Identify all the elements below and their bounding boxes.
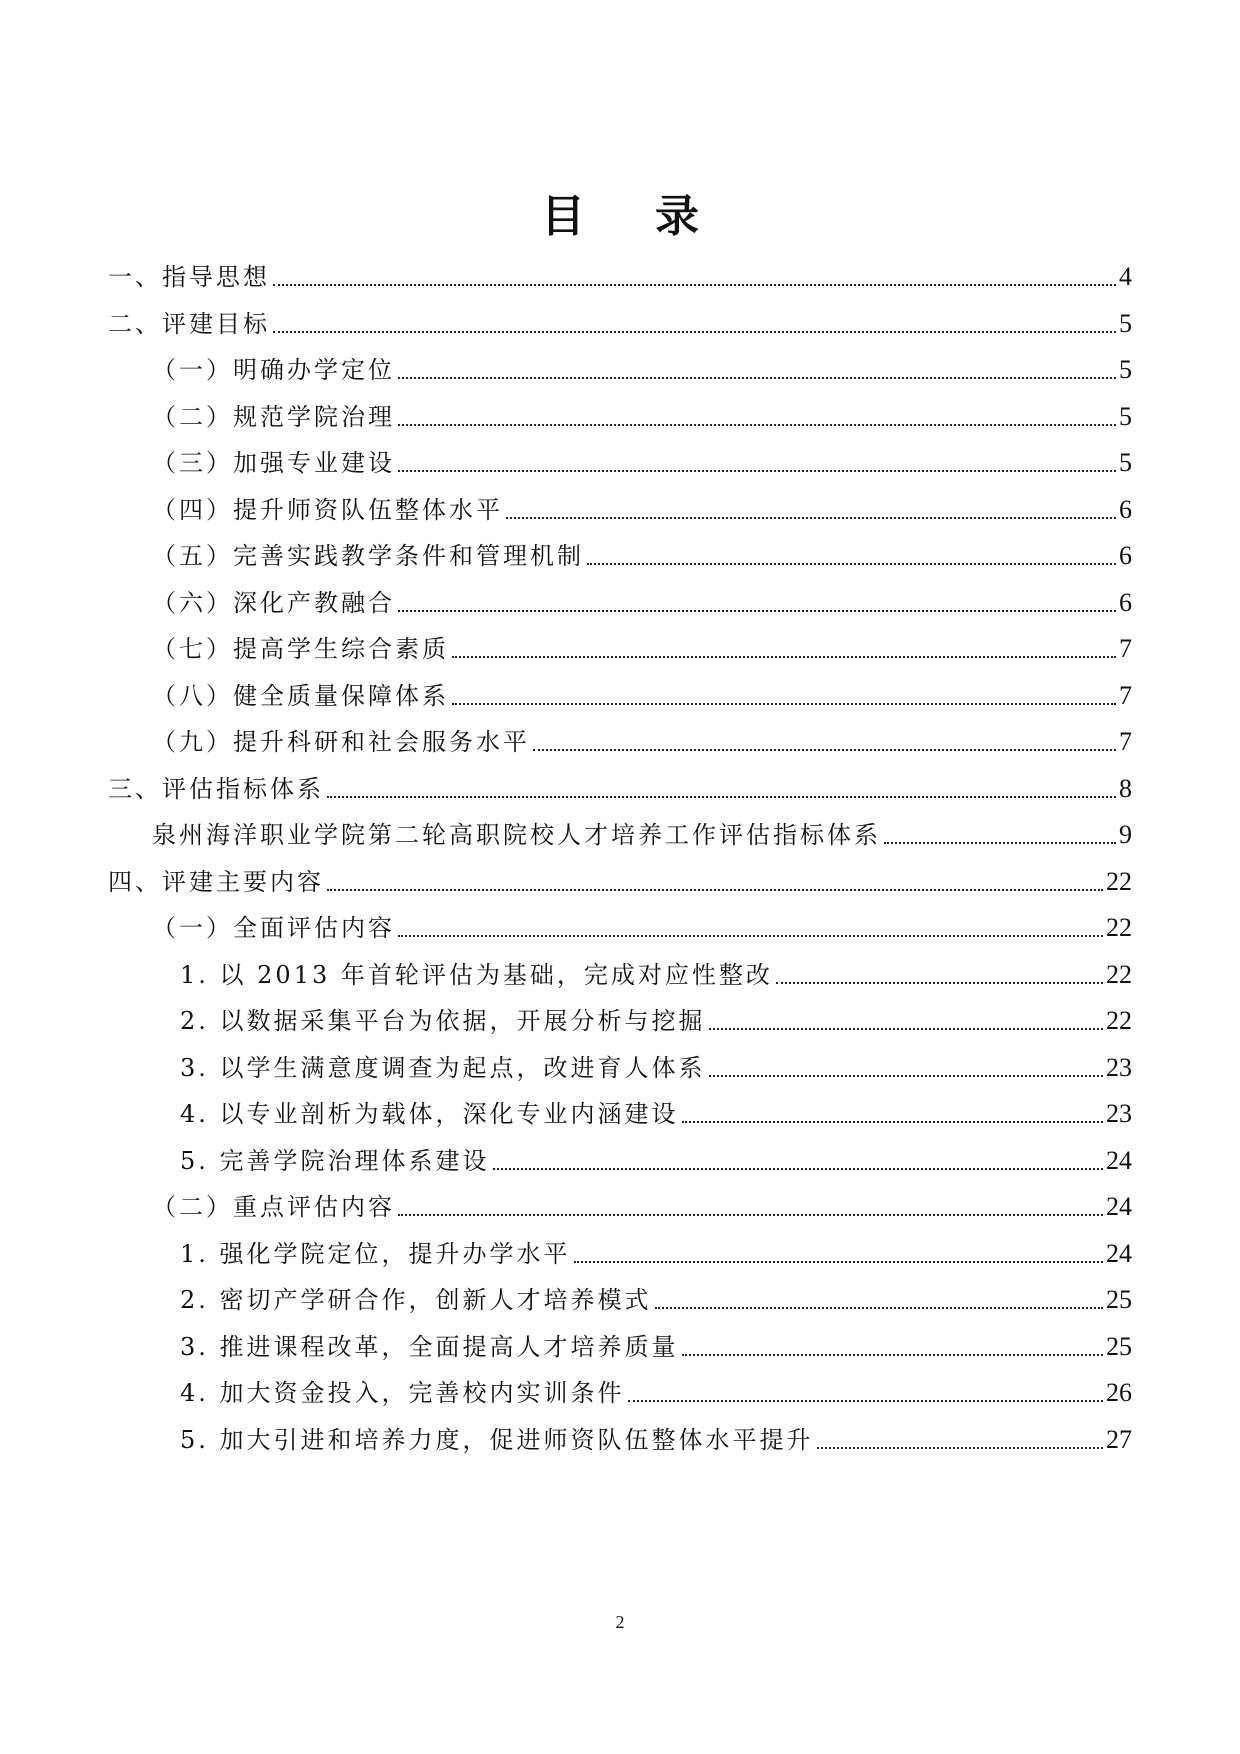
page-number: 2: [615, 1612, 625, 1632]
toc-entry-label: 四、评建主要内容: [108, 867, 324, 896]
toc-entry-label: 3. 以学生满意度调查为起点，改进育人体系: [180, 1053, 706, 1082]
toc-entry[interactable]: [152, 345, 1132, 385]
toc-entry-page: 24: [1106, 1238, 1132, 1268]
toc-entry-label: 一、指导思想: [108, 263, 270, 291]
toc-entry-page: 23: [1106, 1099, 1132, 1128]
toc-leader-dots: [574, 1261, 1103, 1263]
toc-leader-dots: [493, 1168, 1103, 1170]
toc-entry[interactable]: [108, 252, 1132, 292]
toc-entry[interactable]: [108, 857, 1132, 897]
toc-entry-page: 26: [1106, 1378, 1132, 1407]
toc-entry-page: 6: [1119, 541, 1132, 570]
toc-entry-label: 三、评估指标体系: [108, 774, 324, 803]
toc-entry-page: 9: [1119, 820, 1132, 849]
toc-leader-dots: [452, 656, 1116, 658]
toc-leader-dots: [776, 982, 1103, 984]
toc-entry-label: （三）加强专业建设: [152, 449, 395, 477]
toc-leader-dots: [327, 889, 1103, 891]
page-title-second-char: 录: [655, 191, 699, 242]
toc-entry-page: 25: [1106, 1285, 1132, 1314]
toc-entry-label: 二、评建目标: [108, 309, 270, 338]
toc-entry-page: 22: [1106, 959, 1132, 989]
toc-entry[interactable]: [152, 717, 1132, 757]
toc-entry-label: （五）完善实践教学条件和管理机制: [152, 542, 584, 570]
page-title: [0, 180, 1240, 244]
toc-entry[interactable]: [180, 1043, 1132, 1083]
toc-entry-page: 4: [1119, 262, 1132, 291]
toc-entry[interactable]: [180, 1089, 1132, 1129]
toc-entry-label: 2. 以数据采集平台为依据，开展分析与挖掘: [180, 1007, 706, 1035]
toc-entry-page: 6: [1119, 494, 1132, 524]
toc-leader-dots: [682, 1121, 1103, 1123]
toc-entry-label: （二）规范学院治理: [152, 402, 395, 431]
toc-entry-page: 22: [1106, 1006, 1132, 1035]
toc-entry-page: 27: [1106, 1424, 1132, 1454]
toc-entry[interactable]: [180, 1415, 1132, 1455]
toc-entry-page: 25: [1106, 1331, 1132, 1361]
toc-entry-page: 5: [1119, 355, 1132, 384]
toc-entry[interactable]: [180, 950, 1132, 990]
toc-entry-page: 7: [1119, 727, 1132, 756]
toc-entry[interactable]: [108, 764, 1132, 804]
toc-entry-label: （二）重点评估内容: [152, 1193, 395, 1221]
toc-leader-dots: [655, 1307, 1103, 1309]
toc-entry-page: 5: [1119, 401, 1132, 431]
toc-entry[interactable]: [180, 1322, 1132, 1362]
toc-entry[interactable]: [108, 299, 1132, 339]
toc-entry-label: （一）明确办学定位: [152, 356, 395, 384]
toc-entry[interactable]: [152, 903, 1132, 943]
toc-entry[interactable]: [180, 1275, 1132, 1315]
toc-entry-label: 泉州海洋职业学院第二轮高职院校人才培养工作评估指标体系: [152, 821, 881, 849]
toc-entry[interactable]: [152, 438, 1132, 478]
toc-leader-dots: [398, 1214, 1103, 1216]
toc-entry-label: 5. 加大引进和培养力度，促进师资队伍整体水平提升: [180, 1425, 814, 1454]
toc-entry-label: 1. 以 2013 年首轮评估为基础，完成对应性整改: [180, 960, 773, 989]
page-title-first-char: 目: [541, 191, 585, 242]
toc-entry-label: （一）全面评估内容: [152, 914, 395, 942]
toc-entry-page: 5: [1119, 308, 1132, 338]
toc-entry-label: （九）提升科研和社会服务水平: [152, 728, 530, 756]
toc-leader-dots: [398, 470, 1116, 472]
toc-entry-label: 2. 密切产学研合作，创新人才培养模式: [180, 1286, 652, 1314]
toc-entry-page: 23: [1106, 1052, 1132, 1082]
toc-entry-page: 8: [1119, 773, 1132, 803]
toc-leader-dots: [398, 424, 1116, 426]
toc-entry[interactable]: [152, 624, 1132, 664]
toc-entry[interactable]: [152, 578, 1132, 618]
toc-entry-page: 7: [1119, 680, 1132, 710]
toc-entry-page: 24: [1106, 1145, 1132, 1175]
toc-leader-dots: [533, 749, 1116, 751]
toc-leader-dots: [327, 796, 1116, 798]
toc-leader-dots: [682, 1354, 1103, 1356]
toc-leader-dots: [817, 1447, 1103, 1449]
toc-leader-dots: [273, 284, 1116, 286]
toc-entry-label: 1. 强化学院定位，提升办学水平: [180, 1239, 571, 1268]
toc-entry[interactable]: [152, 1182, 1132, 1222]
toc-leader-dots: [398, 377, 1116, 379]
toc-leader-dots: [398, 610, 1116, 612]
toc-entry[interactable]: [180, 1368, 1132, 1408]
toc-entry-label: （六）深化产教融合: [152, 588, 395, 617]
toc-entry[interactable]: [152, 485, 1132, 525]
toc-entry-label: （七）提高学生综合素质: [152, 635, 449, 663]
toc-entry-page: 22: [1106, 913, 1132, 942]
toc-entry-label: 4. 加大资金投入，完善校内实训条件: [180, 1379, 625, 1407]
toc-leader-dots: [884, 842, 1116, 844]
toc-entry[interactable]: [152, 671, 1132, 711]
toc-entry-page: 5: [1119, 448, 1132, 477]
toc-leader-dots: [587, 563, 1116, 565]
toc-leader-dots: [709, 1075, 1103, 1077]
toc-entry-page: 24: [1106, 1192, 1132, 1221]
toc-leader-dots: [273, 331, 1116, 333]
toc-entry[interactable]: [180, 996, 1132, 1036]
toc-leader-dots: [452, 703, 1116, 705]
toc-leader-dots: [628, 1400, 1103, 1402]
toc-entry-label: 3. 推进课程改革，全面提高人才培养质量: [180, 1332, 679, 1361]
toc-entry[interactable]: [180, 1136, 1132, 1176]
toc-entry[interactable]: [152, 531, 1132, 571]
toc-entry-page: 7: [1119, 634, 1132, 663]
toc-entry-page: 22: [1106, 866, 1132, 896]
toc-entry[interactable]: [152, 810, 1132, 850]
toc-entry-page: 6: [1119, 587, 1132, 617]
toc-entry-label: （四）提升师资队伍整体水平: [152, 495, 503, 524]
toc-leader-dots: [398, 935, 1103, 937]
toc-entry-label: （八）健全质量保障体系: [152, 681, 449, 710]
toc-entry-label: 4. 以专业剖析为载体，深化专业内涵建设: [180, 1100, 679, 1128]
toc-entry[interactable]: [180, 1229, 1132, 1269]
toc-entry[interactable]: [152, 392, 1132, 432]
toc-entry-label: 5. 完善学院治理体系建设: [180, 1146, 490, 1175]
toc-leader-dots: [506, 517, 1116, 519]
toc-leader-dots: [709, 1028, 1103, 1030]
